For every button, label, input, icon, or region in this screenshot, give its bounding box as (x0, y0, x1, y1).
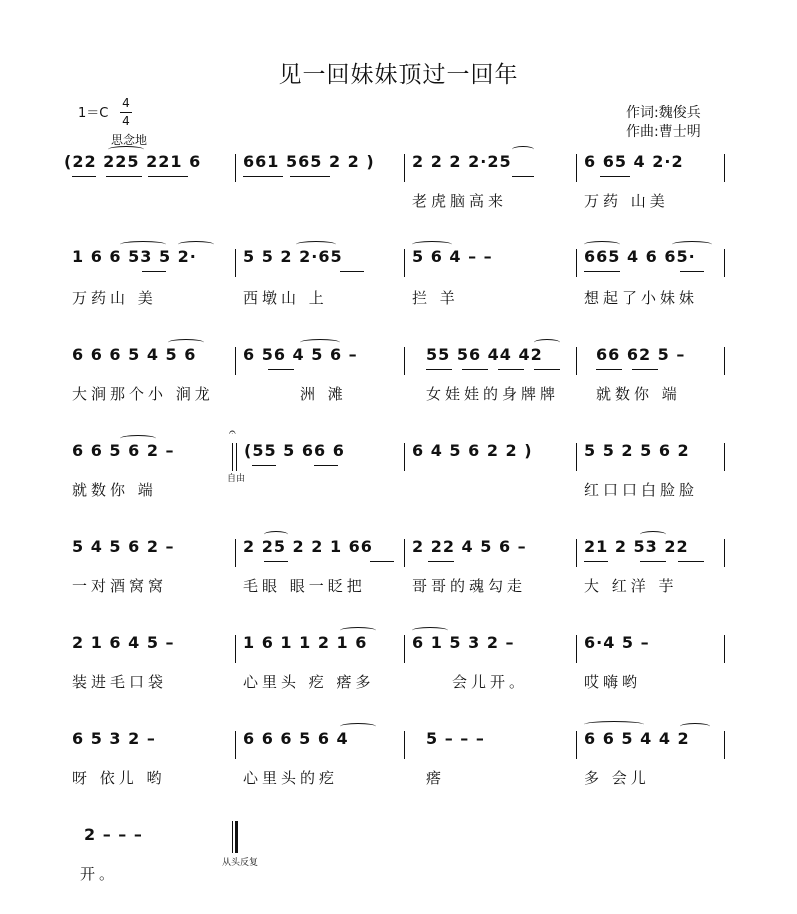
slur (340, 627, 376, 634)
measure: 2 22 4 5 6 – (412, 537, 527, 556)
measure: 6 6 6 5 4 5 6 (72, 345, 197, 364)
measure: (55 5 66 6 (244, 441, 345, 460)
barline (576, 635, 577, 663)
lyric-line: 红口口白脸脸 (584, 481, 699, 499)
measure: 6 1 5 3 2 – (412, 633, 515, 652)
lyric-line: 毛眼 眼一眨把 (243, 577, 366, 595)
lyric-line: 洲 滩 (300, 385, 347, 403)
slur (296, 241, 336, 248)
measure: 6 5 3 2 – (72, 729, 156, 748)
lyric-line: 开。 (80, 865, 119, 883)
barline (404, 731, 405, 759)
barline (235, 347, 236, 375)
barline (236, 443, 237, 471)
score-system-8 (0, 825, 797, 905)
slur (178, 241, 214, 248)
underline-beam (584, 271, 620, 272)
slur (264, 531, 288, 538)
barline (576, 731, 577, 759)
barline (724, 539, 725, 567)
measure: 5 4 5 6 2 – (72, 537, 175, 556)
underline-beam (426, 369, 452, 370)
slur (512, 146, 534, 153)
score-system-6 (0, 633, 797, 713)
slur (168, 339, 204, 346)
measure: 1 6 1 1 2 1 6 (243, 633, 368, 652)
lyric-line: 哥哥的魂勾走 (412, 577, 527, 595)
underline-beam (512, 176, 534, 177)
barline (404, 347, 405, 375)
underline-beam (632, 369, 658, 370)
slur (120, 241, 166, 248)
lyric-line: 多 会儿 (584, 769, 650, 787)
lyric-line: 万药山 美 (72, 289, 157, 307)
barline (235, 249, 236, 277)
time-signature (120, 96, 132, 129)
underline-beam (264, 561, 288, 562)
barline (232, 443, 233, 471)
underline-beam (290, 176, 330, 177)
composer: 作曲:曹士明 (626, 124, 701, 140)
measure: 2 – – – (84, 825, 143, 844)
credits (626, 104, 701, 142)
key-signature: 1＝C (78, 106, 109, 121)
lyric-line: 心里头的疙 (243, 769, 339, 787)
score-system-7 (0, 729, 797, 809)
barline (576, 539, 577, 567)
underline-beam (596, 369, 622, 370)
slur (584, 241, 620, 248)
underline-beam (680, 271, 704, 272)
measure: 55 56 44 42 (426, 345, 543, 364)
barline (235, 635, 236, 663)
measure: 6·4 5 – (584, 633, 650, 652)
underline-beam (72, 176, 96, 177)
barline (404, 249, 405, 277)
lyric-line: 瘩 (426, 769, 446, 787)
slur (108, 146, 144, 153)
slur (640, 531, 666, 538)
da-capo-label: 从头反复 (222, 858, 259, 868)
lyric-line: 拦 羊 (412, 289, 459, 307)
lyric-line: 大涧那个小 涧龙 (72, 385, 214, 403)
score-system-1 (0, 152, 797, 232)
measure: 2 1 6 4 5 – (72, 633, 175, 652)
barline (404, 443, 405, 471)
measure: 665 4 6 65· (584, 247, 696, 266)
fermata-icon: 𝄐 (229, 425, 236, 439)
measure: 6 4 5 6 2 2 ) (412, 441, 533, 460)
slur (300, 339, 340, 346)
slur (340, 723, 376, 730)
underline-beam (498, 369, 524, 370)
lyric-line: 会儿开。 (452, 673, 529, 691)
measure: (22 225 221 6 (64, 152, 202, 171)
lyric-line: 装进毛口袋 (72, 673, 168, 691)
slur (412, 241, 452, 248)
lyric-line: 想起了小妹妹 (584, 289, 699, 307)
slur (672, 241, 712, 248)
measure: 5 5 2 2·65 (243, 247, 343, 266)
barline (576, 347, 577, 375)
score-system-4 (0, 425, 797, 521)
slur (412, 627, 448, 634)
underline-beam (142, 271, 166, 272)
song-title: 见一回妹妹顶过一回年 (278, 62, 519, 88)
underline-beam (462, 369, 488, 370)
underline-beam (106, 176, 142, 177)
lyric-line: 一对酒窝窝 (72, 577, 168, 595)
score-system-2 (0, 247, 797, 327)
measure: 5 6 4 – – (412, 247, 493, 266)
slur (534, 339, 560, 346)
final-barline-thick (235, 821, 238, 853)
barline (404, 154, 405, 182)
barline (724, 347, 725, 375)
lyric-line: 就数你 端 (596, 385, 681, 403)
time-signature-top: 4 (122, 96, 130, 110)
underline-beam (678, 561, 704, 562)
measure: 66 62 5 – (596, 345, 686, 364)
lyric-line: 心里头 疙 瘩多 (243, 673, 375, 691)
underline-beam (370, 561, 394, 562)
lyric-line: 呀 依儿 哟 (72, 769, 166, 787)
barline (724, 154, 725, 182)
barline (235, 539, 236, 567)
measure: 2 2 2 2·25 (412, 152, 512, 171)
underline-beam (600, 176, 630, 177)
fermata-label: 自由 (227, 474, 246, 484)
underline-beam (252, 465, 276, 466)
lyric-line: 女娃娃的身牌牌 (426, 385, 560, 403)
underline-beam (640, 561, 666, 562)
barline (724, 443, 725, 471)
underline-beam (314, 465, 338, 466)
measure: 6 6 6 5 6 4 (243, 729, 349, 748)
lyric-line: 就数你 端 (72, 481, 157, 499)
measure: 2 25 2 2 1 66 (243, 537, 373, 556)
time-signature-bottom: 4 (122, 114, 130, 128)
measure: 6 56 4 5 6 – (243, 345, 358, 364)
barline (235, 154, 236, 182)
measure: 21 2 53 22 (584, 537, 689, 556)
slur (120, 435, 156, 442)
final-barline-thin (232, 821, 233, 853)
measure: 6 6 5 6 2 – (72, 441, 175, 460)
lyric-line: 西墩山 上 (243, 289, 328, 307)
underline-beam (148, 176, 188, 177)
barline (576, 154, 577, 182)
slur (584, 721, 644, 728)
underline-beam (534, 369, 560, 370)
underline-beam (268, 369, 294, 370)
barline (576, 443, 577, 471)
underline-beam (584, 561, 608, 562)
measure: 6 6 5 4 4 2 (584, 729, 690, 748)
barline (724, 731, 725, 759)
score-system-3 (0, 345, 797, 425)
barline (404, 539, 405, 567)
barline (576, 249, 577, 277)
measure: 6 65 4 2·2 (584, 152, 684, 171)
lyricist: 作词:魏俊兵 (626, 105, 701, 121)
score-system-5 (0, 537, 797, 617)
measure: 5 5 2 5 6 2 (584, 441, 690, 460)
measure: 5 – – – (426, 729, 485, 748)
underline-beam (428, 561, 454, 562)
barline (235, 731, 236, 759)
lyric-line: 老虎脑高来 (412, 192, 508, 210)
performance-style: 思念地 (111, 133, 148, 147)
lyric-line: 万药 山美 (584, 192, 669, 210)
measure: 661 565 2 2 ) (243, 152, 375, 171)
lyric-line: 哎嗨哟 (584, 673, 642, 691)
barline (404, 635, 405, 663)
barline (724, 249, 725, 277)
underline-beam (243, 176, 283, 177)
underline-beam (340, 271, 364, 272)
slur (680, 723, 710, 730)
measure: 1 6 6 53 5 2· (72, 247, 197, 266)
lyric-line: 大 红洋 芋 (584, 577, 678, 595)
barline (724, 635, 725, 663)
